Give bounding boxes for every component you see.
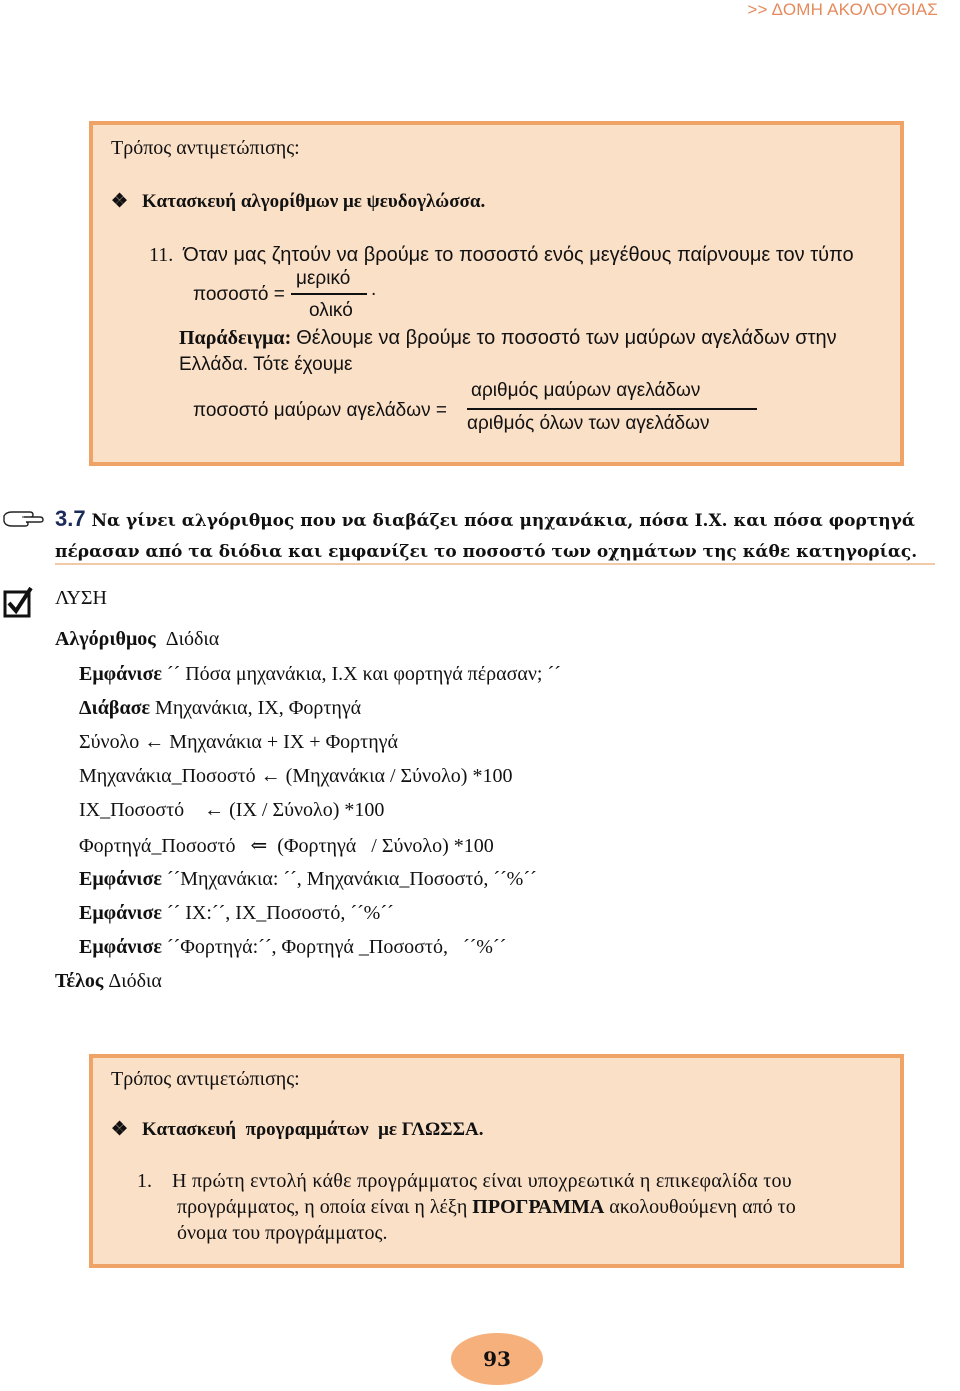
algo-text: Φορτηγά_Ποσοστό ⇐ (Φορτηγά / Σύνολο) *100	[79, 835, 494, 857]
page-number	[451, 1333, 543, 1385]
algo-text: Σύνολο ← Μηχανάκια + ΙΧ + Φορτηγά	[79, 731, 398, 753]
exercise-text-1: Να γίνει αλγόριθμος που να διαβάζει πόσα μηχανάκια, πόσα Ι.Χ. και πόσα φορτηγά	[91, 511, 915, 531]
exercise-statement	[55, 503, 935, 568]
keyword: Διάβασε	[79, 697, 151, 719]
formula-end: .	[371, 279, 377, 300]
numbered-item	[149, 244, 854, 267]
example-label: Παράδειγμα:	[179, 327, 292, 349]
keyword-program: ΠΡΟΓΡΑΜΜΑ	[472, 1196, 605, 1218]
algo-text: Μηχανάκια, ΙΧ, Φορτηγά	[155, 697, 362, 719]
keyword: Εμφάνισε	[79, 868, 162, 890]
algo-line	[79, 902, 394, 925]
bullet-text: Κατασκευή αλγορίθμων με ψευδογλώσσα.	[142, 191, 486, 212]
item-number: 11.	[149, 244, 174, 266]
item-line-3: όνομα του προγράμματος.	[177, 1222, 388, 1244]
numbered-item	[137, 1170, 792, 1193]
box-title: Τρόπος αντιμετώπισης:	[111, 1068, 300, 1090]
item-line-2	[177, 1196, 796, 1219]
algo-line-header	[55, 628, 219, 651]
formula-denominator: ολικό	[309, 300, 353, 321]
checkbox-checked-icon	[3, 586, 33, 623]
example-text: Θέλουμε να βρούμε το ποσοστό των μαύρων αγελάδων στην	[296, 327, 837, 349]
formula2-lhs: ποσοστό μαύρων αγελάδων =	[193, 400, 447, 421]
method-box-programs	[89, 1054, 904, 1268]
fraction-bar	[467, 408, 757, 410]
fraction-bar	[291, 293, 367, 295]
algo-line	[79, 663, 561, 686]
item-number: 1.	[137, 1170, 152, 1192]
item-text: προγράμματος, η οποία είναι η λέξη	[177, 1196, 468, 1218]
algo-text: ´´ ΙΧ:´´, ΙΧ_Ποσοστό, ´´%´´	[166, 902, 394, 924]
algo-text: Διόδια	[108, 970, 162, 992]
algo-text: ´´Φορτηγά:´´, Φορτηγά _Ποσοστό, ´´%´´	[166, 936, 507, 958]
bullet-point	[111, 1118, 483, 1141]
box-title: Τρόπος αντιμετώπισης:	[111, 137, 300, 159]
example-line	[179, 327, 837, 350]
keyword: Εμφάνισε	[79, 902, 162, 924]
algo-line-end	[55, 970, 162, 993]
section-header: >> ΔΟΜΗ ΑΚΟΛΟΥΘΙΑΣ	[747, 0, 938, 19]
formula-numerator: μερικό	[296, 268, 351, 289]
page-number-text: 93	[483, 1347, 511, 1371]
algo-line	[79, 731, 398, 754]
item-line-1: Η πρώτη εντολή κάθε προγράμματος είναι υποχρεωτικά η επικεφαλίδα του	[172, 1170, 792, 1192]
algo-line	[79, 868, 537, 891]
keyword: Τέλος	[55, 970, 104, 992]
algo-line	[79, 833, 494, 858]
item-text: ακολουθούμενη από το	[609, 1196, 796, 1218]
pointing-hand-icon	[2, 507, 48, 534]
item-text: Όταν μας ζητούν να βρούμε το ποσοστό ενός μεγέθους παίρνουμε τον τύπο	[183, 244, 854, 266]
algo-text: ΙΧ_Ποσοστό ← (ΙΧ / Σύνολο) *100	[79, 799, 385, 821]
algo-line	[79, 765, 512, 788]
formula2-numerator: αριθμός μαύρων αγελάδων	[471, 380, 701, 401]
algo-text: Μηχανάκια_Ποσοστό ← (Μηχανάκια / Σύνολο) *100	[79, 765, 513, 787]
solution-label: ΛΥΣΗ	[55, 587, 107, 609]
exercise-number: 3.7	[55, 506, 86, 531]
algo-text: ´´Μηχανάκια: ´´, Μηχανάκια_Ποσοστό, ´´%´´	[166, 868, 537, 890]
example-text-2: Ελλάδα. Τότε έχουμε	[179, 354, 353, 375]
formula-lhs: ποσοστό =	[193, 284, 285, 305]
method-box-algorithms	[89, 121, 904, 466]
exercise-text-2: πέρασαν από τα διόδια και εμφανίζει το ποσοστό των οχημάτων της κάθε κατηγορίας.	[55, 542, 918, 562]
section-divider	[55, 563, 935, 565]
algo-text: ´´ Πόσα μηχανάκια, Ι.Χ και φορτηγά πέρασαν; ´´	[166, 663, 561, 685]
algo-line	[79, 697, 361, 720]
formula2-denominator: αριθμός όλων των αγελάδων	[467, 413, 710, 434]
algo-line	[79, 936, 506, 959]
keyword: Εμφάνισε	[79, 936, 162, 958]
bullet-point	[111, 190, 485, 213]
keyword: Αλγόριθμος	[55, 628, 156, 650]
diamond-bullet-icon: ❖	[111, 191, 129, 212]
bullet-text: Κατασκευή προγραμμάτων με ΓΛΩΣΣΑ.	[142, 1119, 484, 1140]
algo-line	[79, 799, 384, 822]
diamond-bullet-icon: ❖	[111, 1119, 129, 1140]
algo-text: Διόδια	[165, 628, 220, 650]
keyword: Εμφάνισε	[79, 663, 162, 685]
